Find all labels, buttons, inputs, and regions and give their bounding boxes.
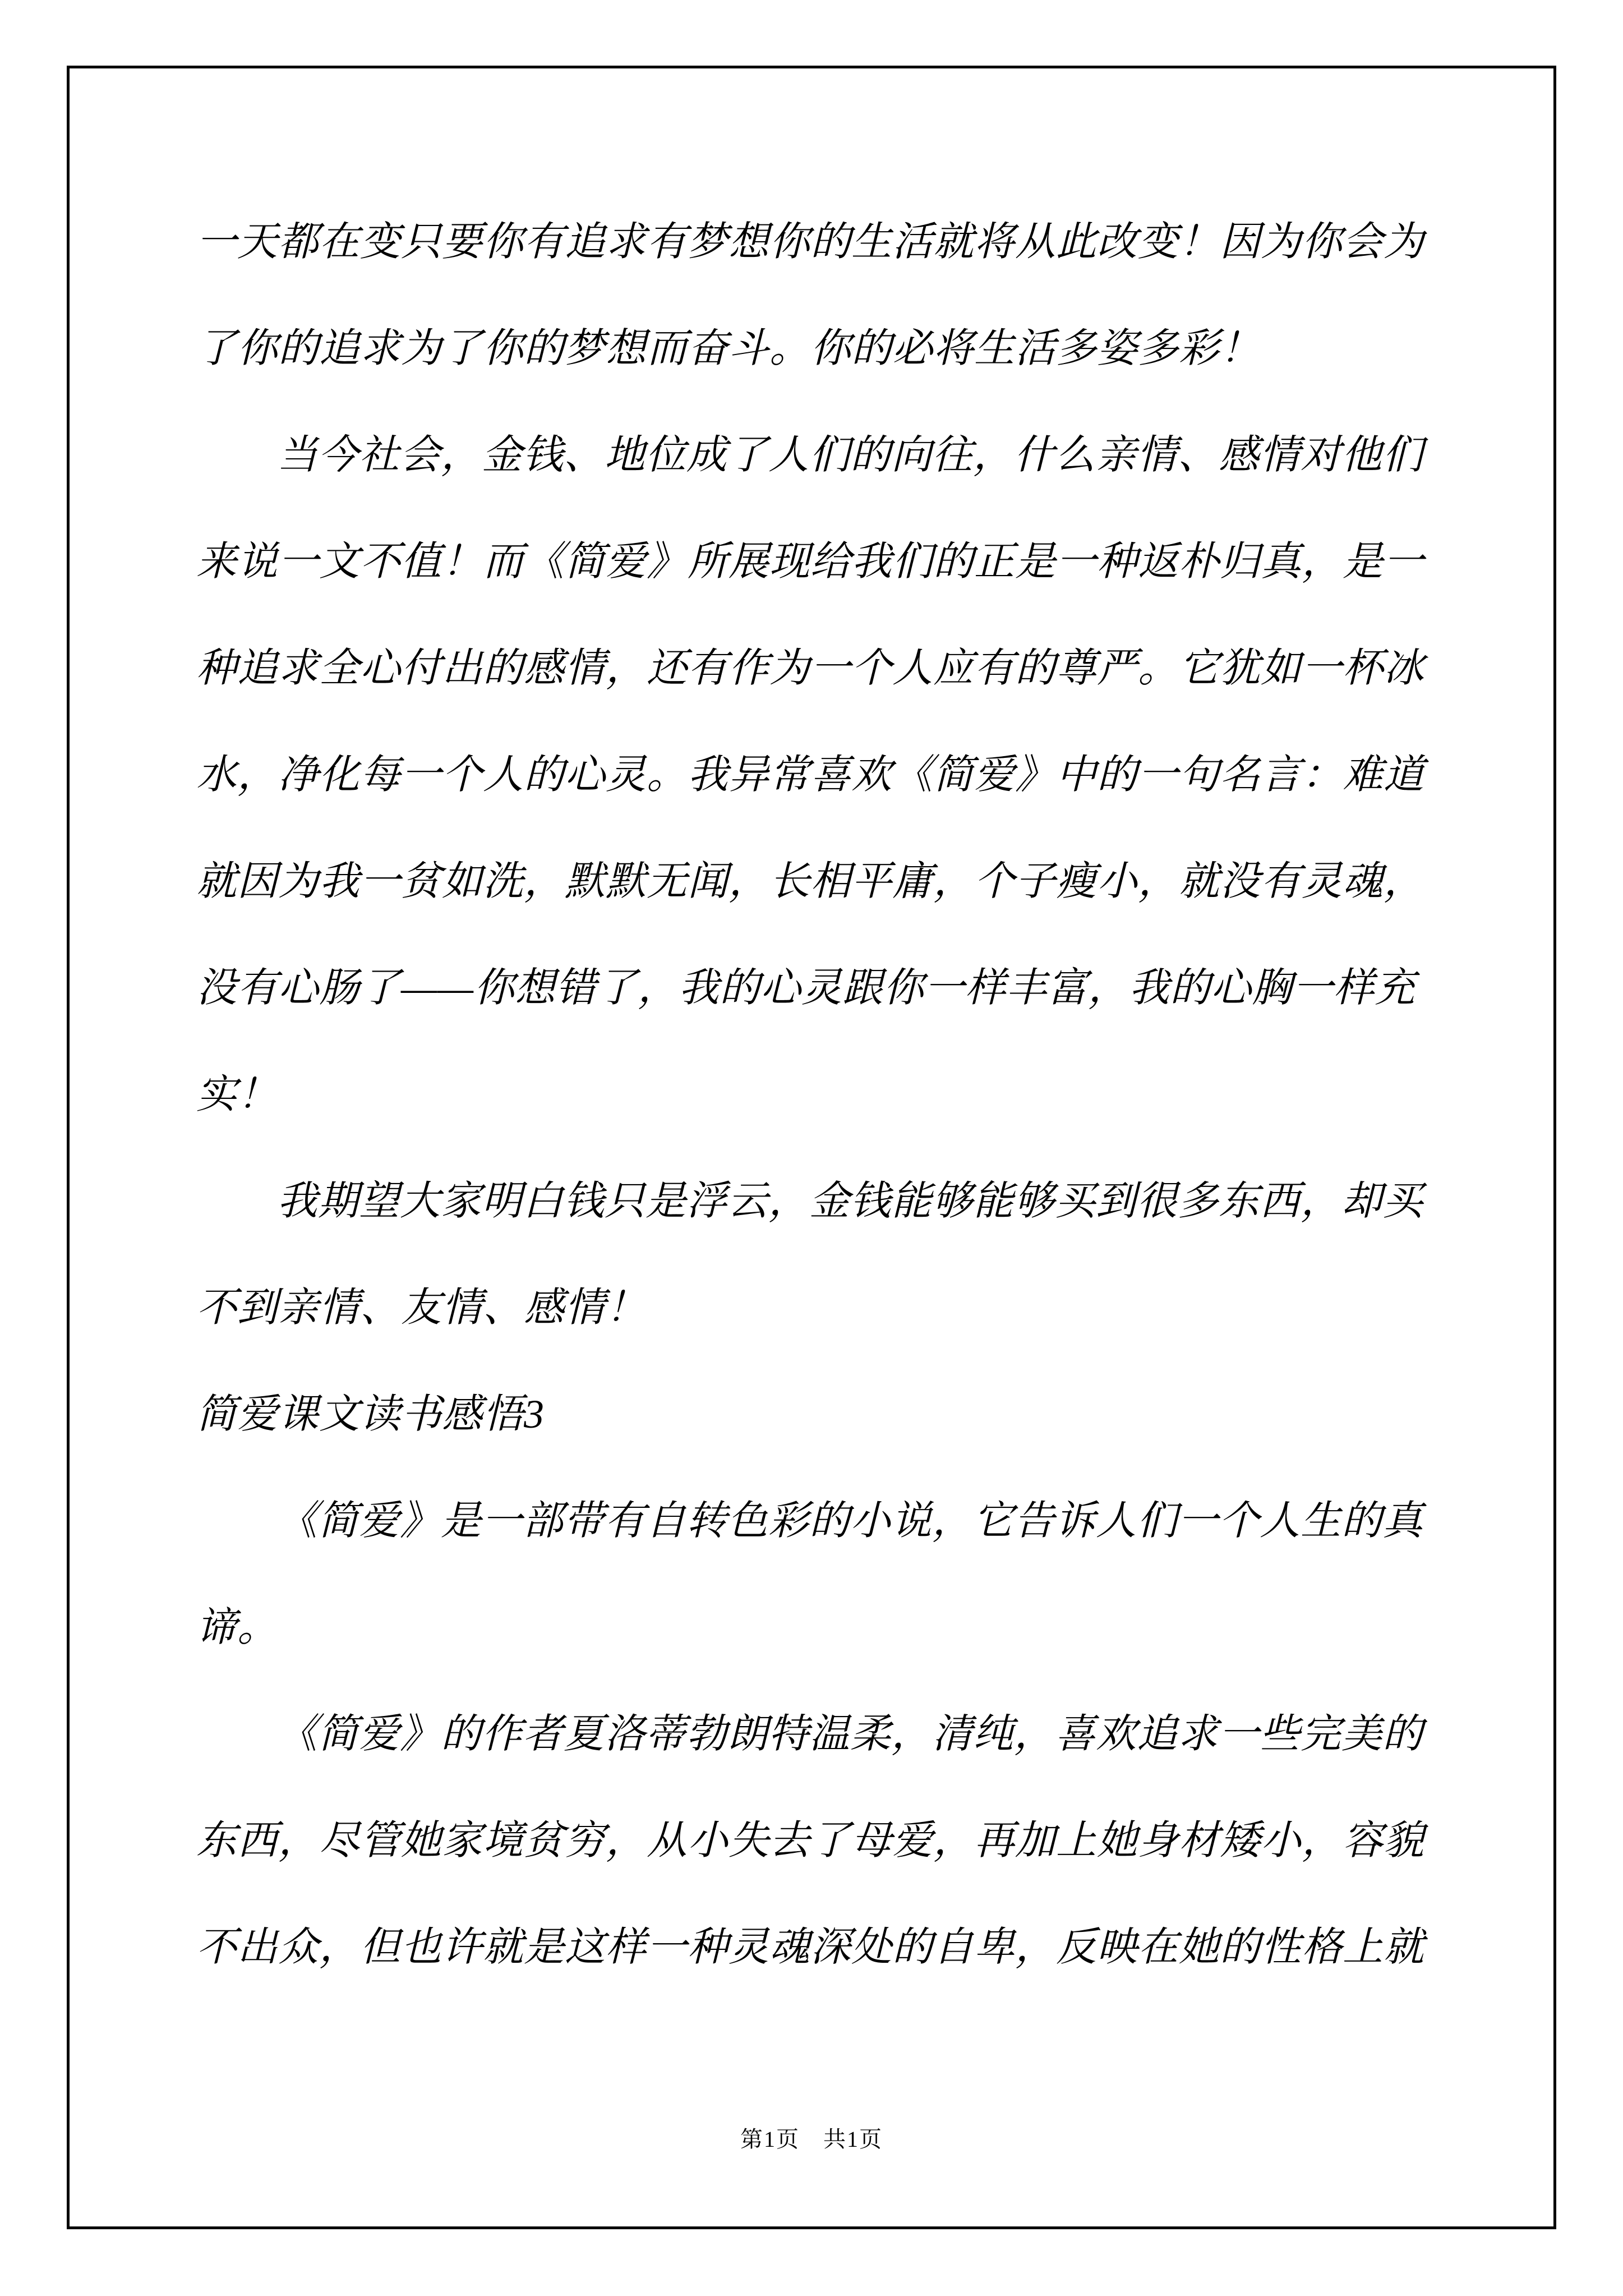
page-footer: 第1页 共1页 (740, 2127, 883, 2152)
text-line: 《简爱》的作者夏洛蒂勃朗特温柔，清纯，喜欢追求一些完美的 (277, 1711, 1424, 1756)
text-line: 不出众，但也许就是这样一种灵魂深处的自卑，反映在她的性格上就 (196, 1925, 1425, 1970)
text-line: 东西，尽管她家境贫穷，从小失去了母爱，再加上她身材矮小，容貌 (196, 1818, 1425, 1863)
text-line: 没有心肠了——你想错了，我的心灵跟你一样丰富，我的心胸一样充 (196, 965, 1416, 1010)
text-line: 种追求全心付出的感情，还有作为一个人应有的尊严。它犹如一杯冰 (196, 646, 1425, 691)
text-line: 不到亲情、友情、感情！ (196, 1285, 647, 1330)
text-line: 来说一文不值！而《简爱》所展现给我们的正是一种返朴归真，是一 (196, 539, 1425, 584)
text-line: 当今社会，金钱、地位成了人们的向往，什么亲情、感情对他们 (277, 432, 1424, 477)
text-line: 我期望大家明白钱只是浮云，金钱能够能够买到很多东西，却买 (277, 1179, 1424, 1223)
text-line: 实！ (196, 1072, 279, 1117)
text-line: 谛。 (196, 1605, 279, 1650)
text-block (196, 188, 1426, 2000)
text-line: 就因为我一贫如洗，默默无闻，长相平庸，个子瘦小，就没有灵魂， (196, 859, 1425, 904)
text-line: 一天都在变只要你有追求有梦想你的生活就将从此改变！因为你会为 (196, 219, 1425, 264)
text-line: 水，净化每一个人的心灵。我异常喜欢《简爱》中的一句名言：难道 (196, 752, 1425, 797)
text-line: 《简爱》是一部带有自转色彩的小说，它告诉人们一个人生的真 (277, 1498, 1424, 1543)
text-line: 简爱课文读书感悟3 (196, 1392, 545, 1437)
text-line: 了你的追求为了你的梦想而奋斗。你的必将生活多姿多彩！ (196, 326, 1261, 371)
